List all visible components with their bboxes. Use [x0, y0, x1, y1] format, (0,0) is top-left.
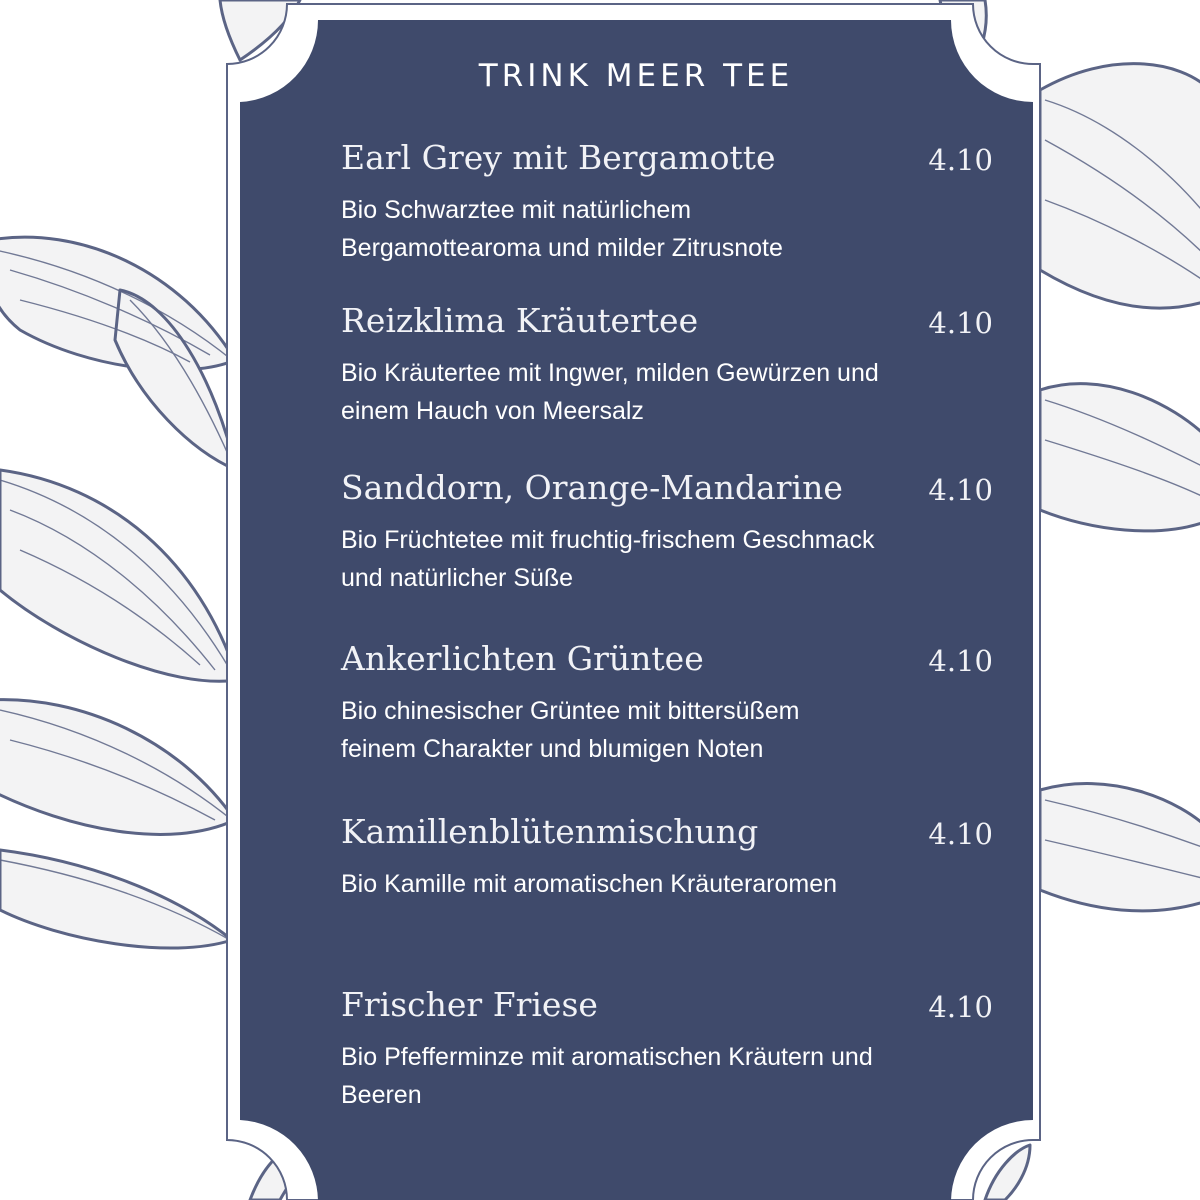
item-price: 4.10	[928, 473, 993, 507]
item-name: Sanddorn, Orange-Mandarine	[341, 468, 843, 507]
item-price: 4.10	[928, 143, 993, 177]
menu-title: TRINK MEER TEE	[478, 58, 794, 94]
item-description: Bio Früchtetee mit fruchtig-frischem Geschmack und natürlicher Süße	[341, 526, 875, 592]
item-name: Earl Grey mit Bergamotte	[341, 138, 776, 177]
item-description: Bio Pfefferminze mit aromatischen Kräutern und Beeren	[341, 1043, 873, 1109]
item-price: 4.10	[928, 306, 993, 340]
item-description: Bio Kräutertee mit Ingwer, milden Gewürzen und einem Hauch von Meersalz	[341, 359, 879, 425]
item-description: Bio Kamille mit aromatischen Kräuteraromen	[341, 870, 838, 898]
item-name: Frischer Friese	[341, 985, 598, 1024]
item-description: Bio Schwarztee mit natürlichem Bergamottearoma und milder Zitrusnote	[341, 196, 783, 262]
item-price: 4.10	[928, 817, 993, 851]
item-name: Ankerlichten Grüntee	[341, 639, 704, 678]
item-name: Kamillenblütenmischung	[341, 812, 759, 851]
item-name: Reizklima Kräutertee	[341, 301, 699, 340]
item-price: 4.10	[928, 990, 993, 1024]
item-description: Bio chinesischer Grüntee mit bittersüßem feinem Charakter und blumigen Noten	[341, 697, 800, 763]
item-price: 4.10	[928, 644, 993, 678]
